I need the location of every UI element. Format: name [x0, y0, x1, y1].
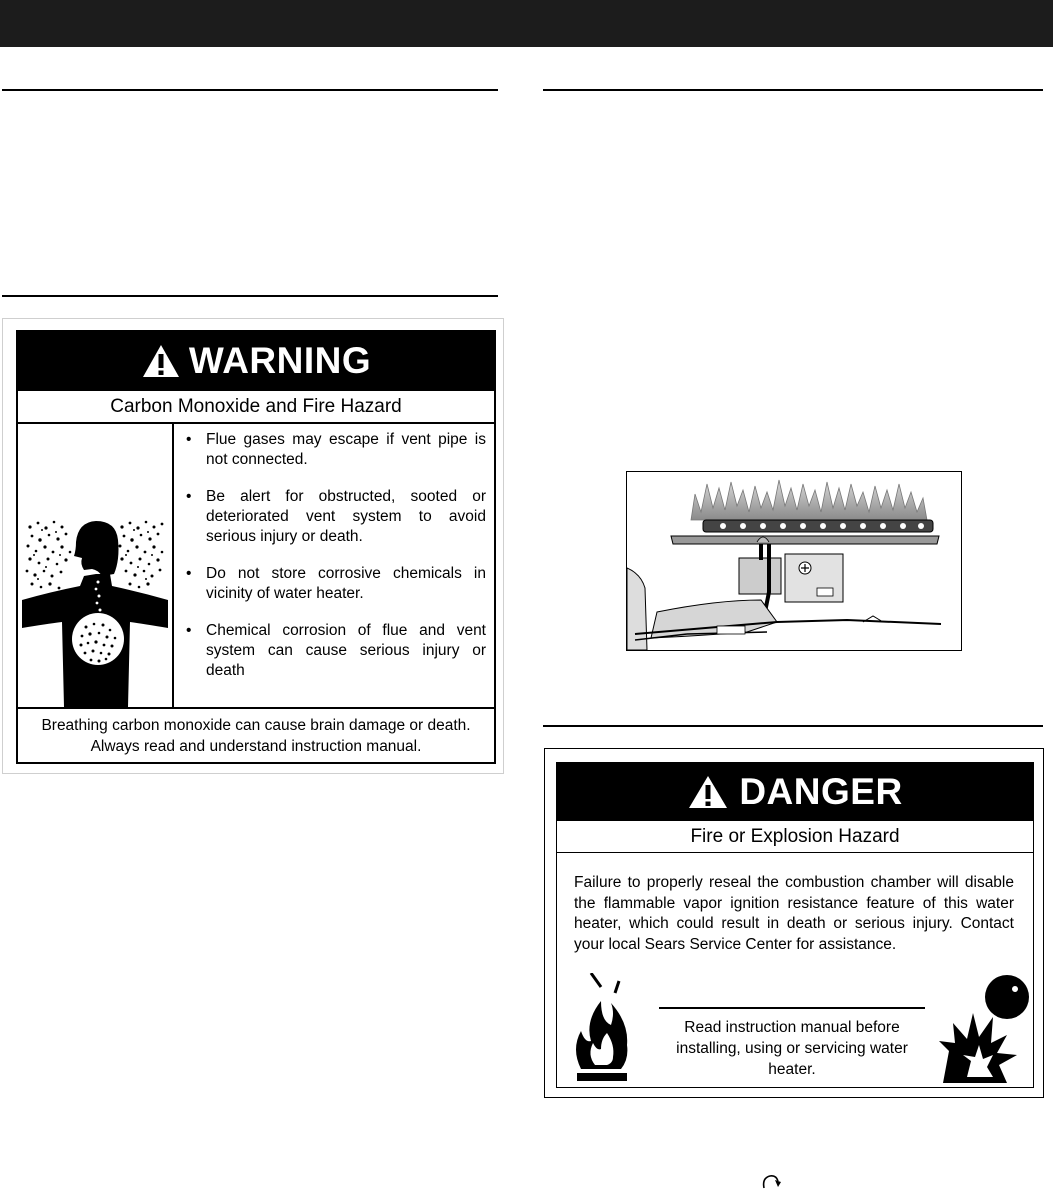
- danger-body-text: Failure to properly reseal the combustion chamber will disable the flammable vapor ignition resistance feature of this water heater, which could result in death or serious injury. Contact your local Sears Service Center for assistance.: [574, 874, 1014, 953]
- danger-title: DANGER: [739, 771, 903, 812]
- warning-triangle-icon: [687, 774, 729, 810]
- left-section-rule-1: [2, 89, 498, 91]
- warning-header: [18, 332, 494, 391]
- right-section-rule-1: [543, 89, 1043, 91]
- rotate-arrow-icon: [760, 1172, 782, 1192]
- explosion-icon: [937, 973, 1033, 1083]
- danger-header: [557, 763, 1033, 821]
- left-section-rule-2: [2, 295, 498, 297]
- warning-footer: Breathing carbon monoxide can cause brain damage or death. Always read and understand instruction manual.: [18, 707, 494, 762]
- danger-divider-line: [659, 1007, 925, 1009]
- danger-subtitle: Fire or Explosion Hazard: [557, 821, 1033, 853]
- danger-label: [556, 762, 1034, 1088]
- right-section-rule-2: [543, 725, 1043, 727]
- warning-title: WARNING: [188, 339, 372, 381]
- fire-icon: [571, 973, 633, 1083]
- burner-flame-illustration: [626, 471, 962, 651]
- warning-bullet: • Be alert for obstructed, sooted or deteriorated vent system to avoid serious injury or death.: [176, 487, 486, 547]
- page-header-bar: [0, 0, 1053, 47]
- smoke-cloud-right: [119, 521, 164, 589]
- warning-label: [16, 330, 496, 764]
- warning-bullet: • Flue gases may escape if vent pipe is not connected.: [176, 430, 486, 470]
- warning-bullet: • Chemical corrosion of flue and vent system can cause serious injury or death: [176, 621, 486, 681]
- warning-subtitle: Carbon Monoxide and Fire Hazard: [18, 391, 494, 424]
- warning-bullet-list: [176, 430, 486, 698]
- warning-bullet: • Do not store corrosive chemicals in vicinity of water heater.: [176, 564, 486, 604]
- warning-triangle-icon: [141, 343, 181, 379]
- smoke-cloud-left: [26, 521, 72, 590]
- read-manual-text: Read instruction manual before installing, using or servicing water heater.: [676, 1019, 908, 1078]
- person-breathing-co-icon: [18, 424, 174, 707]
